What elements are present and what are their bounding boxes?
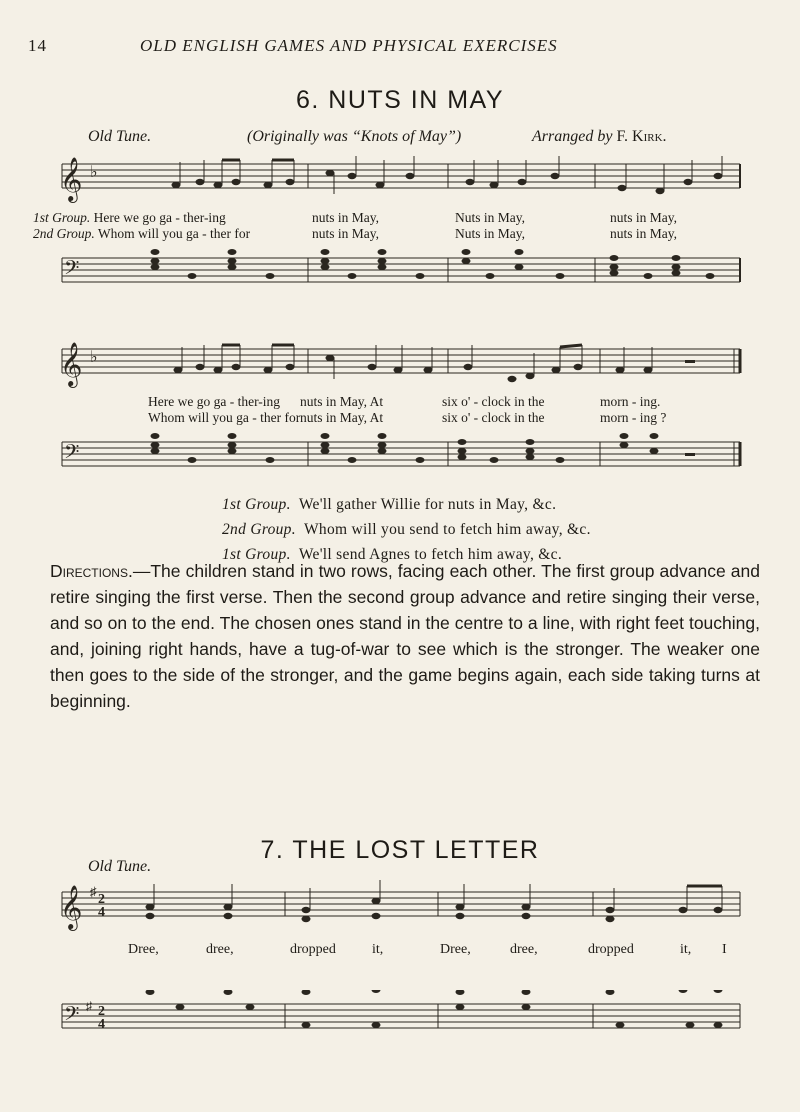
sharp-icon: ♯ [90,884,97,899]
treble-clef-icon: 𝄞 [60,887,83,929]
verse-label: 2nd Group. [222,521,296,538]
arranged-prefix: Arranged by [532,128,613,145]
lyric-segment: six o' - clock in the [442,394,545,409]
bass-clef-icon: 𝄢 [64,1004,80,1030]
lyric-segment: Here we go ga - ther-ing [93,210,226,225]
running-header [0,36,800,58]
verse-label: 1st Group. [222,496,291,513]
lyric-segment: dree, [206,942,234,957]
time-signature-numerator: 2 [98,1004,105,1019]
lyric-segment: morn - ing. [600,394,661,409]
sharp-icon: ♯ [86,999,92,1013]
system1-lyrics-group1 [33,210,226,226]
tune-label: Old Tune. [88,858,152,875]
verse-text: We'll gather Willie for nuts in May, &c. [298,496,557,513]
bass-clef-icon: 𝄢 [64,258,80,284]
arranger-credit [532,128,667,146]
lyric-segment: I [722,942,727,957]
lyric-segment: nuts in May, [610,226,677,241]
lyric-segment: it, [372,942,384,957]
lyric-segment: Nuts in May, [455,226,525,241]
time-signature-numerator: 2 [98,892,105,907]
lyric-segment: Whom will you ga - ther for [148,410,301,425]
lyric-segment: nuts in May, At [300,394,384,409]
lyric-segment: nuts in May, [312,226,379,241]
flat-icon: ♭ [90,349,98,366]
lyric-segment: morn - ing ? [600,410,667,425]
lyric-segment: Whom will you ga - ther for [97,226,251,241]
verse-text: Whom will you send to fetch him away, &c. [303,521,591,538]
tune-label: Old Tune. [88,128,152,145]
lyric-segment: nuts in May, [312,210,379,225]
flat-icon: ♭ [90,164,98,181]
verse-label: 1st Group. [222,546,291,563]
page-number: 14 [28,36,47,55]
verse-line [222,517,591,542]
lyric-segment: dropped [588,942,634,957]
group2-label: 2nd Group. [33,226,95,241]
system2-bass-staff [0,424,800,484]
lyric-segment: nuts in May, At [300,410,384,425]
lyric-segment: Dree, [440,942,471,957]
bass-clef-icon: 𝄢 [64,442,80,468]
lyric-segment: dropped [290,942,336,957]
verse-text: We'll send Agnes to fetch him away, &c. [298,546,563,563]
treble-clef-icon: 𝄞 [60,344,83,386]
directions-paragraph [50,558,760,714]
system1-bass-staff [0,240,800,300]
verse-list [222,492,591,567]
directions-text: —The children stand in two rows, facing each other. The first group advance and retire singing the first verse. Then the second group advance and retire singing their verse, and so on to the end. The chosen ones stand in the centre to a line, with right feet touching, and, joining right hands, have a tug-of-war to see which is the stronger. The weaker one then goes to the side of the stronger, and the game begins again, each side taking turns at beginning. [50,561,760,711]
lyric-segment: it, [680,942,692,957]
running-title: OLD ENGLISH GAMES AND PHYSICAL EXERCISES [140,36,558,55]
song2-bass-staff [0,990,800,1050]
origin-note: (Originally was “Knots of May”) [247,128,462,145]
system2-treble-staff [0,335,800,395]
treble-clef-icon: 𝄞 [60,159,83,201]
song-title: 6. NUTS IN MAY [295,86,505,114]
lyric-segment: Here we go ga - ther-ing [148,394,281,409]
group1-label: 1st Group. [33,210,91,225]
lyric-segment: nuts in May, [610,210,677,225]
time-signature-denominator: 4 [98,1017,105,1032]
lyric-segment: Nuts in May, [455,210,525,225]
lyric-segment: six o' - clock in the [442,410,545,425]
song-title: 7. THE LOST LETTER [260,836,540,864]
directions-label: Directions. [50,561,133,581]
lyric-segment: dree, [510,942,538,957]
system1-treble-staff [0,150,800,210]
verse-line [222,492,591,517]
song2-treble-staff [0,878,800,938]
lyric-segment: Dree, [128,942,159,957]
time-signature-denominator: 4 [98,905,105,920]
arranger-name: F. Kirk. [616,128,667,145]
